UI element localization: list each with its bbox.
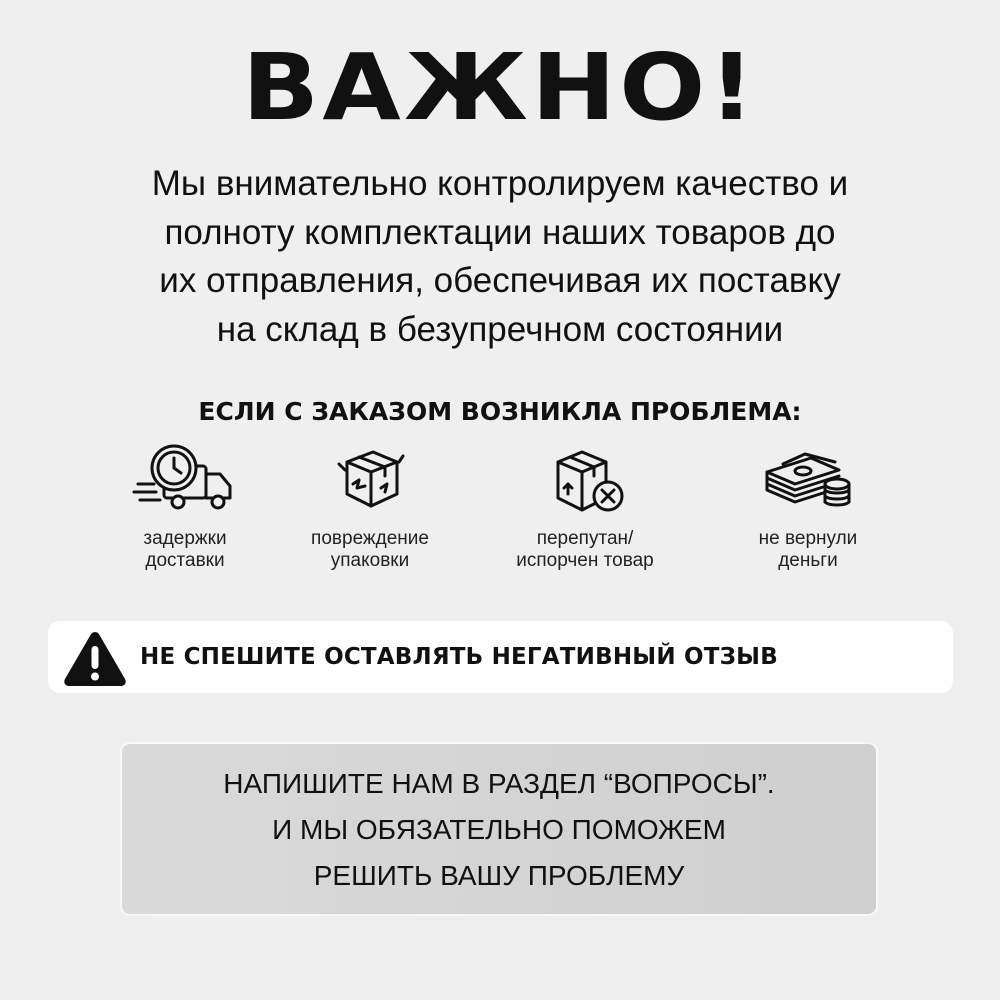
damaged-box-icon — [315, 440, 425, 520]
intro-line: на склад в безупречном состоянии — [216, 309, 784, 349]
warning-banner — [48, 621, 953, 693]
problem-label-line: доставки — [145, 550, 225, 571]
contact-message-box — [122, 744, 876, 914]
problem-label-line: деньги — [778, 550, 838, 571]
problem-label-line: испорчен товар — [516, 550, 654, 571]
warning-text: НЕ СПЕШИТЕ ОСТАВЛЯТЬ НЕГАТИВНЫЙ ОТЗЫВ — [140, 644, 778, 670]
intro-line: полноту комплектации наших товаров до — [164, 212, 836, 252]
warning-triangle-icon — [62, 629, 128, 687]
problem-label — [698, 528, 918, 572]
problem-item-money-not-returned — [698, 440, 918, 580]
contact-message-line: РЕШИТЬ ВАШУ ПРОБЛЕМУ — [313, 860, 685, 891]
problem-list — [80, 440, 920, 580]
contact-message — [122, 761, 876, 899]
intro-paragraph — [40, 160, 960, 354]
problem-label-line: упаковки — [330, 550, 410, 571]
intro-line: Мы внимательно контролируем качество и — [151, 164, 849, 203]
contact-message-line: НАПИШИТЕ НАМ В РАЗДЕЛ “ВОПРОСЫ”. — [223, 768, 775, 799]
problem-label — [260, 528, 480, 572]
page-title: ВАЖНО! — [241, 34, 759, 141]
problem-item-damaged-packaging — [260, 440, 480, 580]
delivery-truck-clock-icon — [130, 440, 240, 520]
intro-line: их отправления, обеспечивая их поставку — [159, 261, 841, 300]
contact-message-line: И МЫ ОБЯЗАТЕЛЬНО ПОМОЖЕМ — [272, 814, 726, 845]
money-stack-icon — [753, 440, 863, 520]
problem-label-line: повреждение — [311, 528, 429, 549]
box-x-icon — [530, 440, 640, 520]
problem-label-line: задержки — [143, 528, 227, 549]
problem-item-wrong-item — [475, 440, 695, 580]
problem-label — [475, 528, 695, 572]
problem-heading: ЕСЛИ С ЗАКАЗОМ ВОЗНИКЛА ПРОБЛЕМА: — [198, 397, 802, 426]
problem-label-line: не вернули — [758, 528, 858, 549]
problem-label-line: перепутан/ — [536, 528, 634, 549]
